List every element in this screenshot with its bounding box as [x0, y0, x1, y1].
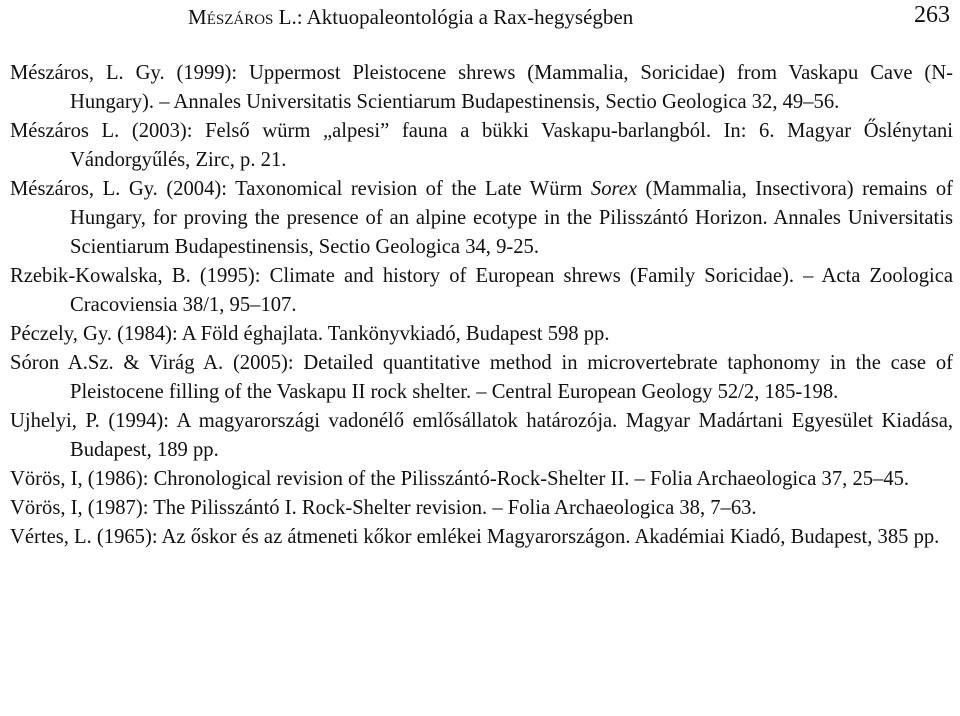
reference-entry: Sóron A.Sz. & Virág A. (2005): Detailed quantitative method in microvertebrate taphonomy in the case of Pleistocene filling of the Vaskapu II rock shelter. – Central European Geology 52/2, 185-198. — [10, 352, 953, 403]
running-header — [188, 2, 950, 32]
reference-text: (Mammalia, Insectivora) remains of Hungary, for proving the presence of an alpine ecotype in the Pilisszántó Horizon. Annales Universitatis Scientiarum Budapestinensis, Sectio Geologica 34, 9-25. — [70, 178, 953, 258]
reference-entry: Vörös, I, (1986): Chronological revision of the Pilisszántó-Rock-Shelter II. – Folia Archaeologica 37, 25–45. — [10, 468, 910, 490]
reference-entry — [10, 175, 953, 262]
header-author-initial: M — [188, 5, 207, 29]
reference-entry: Vörös, I, (1987): The Pilisszántó I. Rock-Shelter revision. – Folia Archaeologica 38, 7–63. — [10, 497, 757, 519]
reference-genus-italic: Sorex — [590, 178, 638, 200]
header-title-text: L.: Aktuopaleontológia a Rax-hegységben — [273, 5, 634, 29]
reference-list — [10, 59, 953, 552]
reference-entry: Mészáros, L. Gy. (1999): Uppermost Pleistocene shrews (Mammalia, Soricidae) from Vaskapu Cave (N-Hungary). – Annales Universitatis Scientiarum Budapestinensis, Sectio Geologica 32, 49–56. — [10, 62, 953, 113]
reference-entry: Péczely, Gy. (1984): A Föld éghajlata. Tankönyvkiadó, Budapest 598 pp. — [10, 323, 610, 345]
reference-entry: Ujhelyi, P. (1994): A magyarországi vadonélő emlősállatok határozója. Magyar Madártani Egyesület Kiadása, Budapest, 189 pp. — [10, 410, 953, 461]
reference-entry: Rzebik-Kowalska, B. (1995): Climate and history of European shrews (Family Soricidae). – Acta Zoologica Cracoviensia 38/1, 95–107. — [10, 265, 953, 316]
reference-entry: Vértes, L. (1965): Az őskor és az átmeneti kőkor emlékei Magyarországon. Akadémiai Kiadó, Budapest, 385 pp. — [10, 526, 940, 548]
page-number: 263 — [914, 2, 950, 28]
reference-entry: Mészáros L. (2003): Felső würm „alpesi” fauna a bükki Vaskapu-barlangból. In: 6. Magyar Őslénytani Vándorgyűlés, Zirc, p. 21. — [10, 120, 953, 171]
header-author-rest: észáros — [206, 5, 274, 29]
reference-text: Mészáros, L. Gy. (2004): Taxonomical revision of the Late Würm — [10, 178, 591, 200]
header-title — [188, 2, 633, 32]
